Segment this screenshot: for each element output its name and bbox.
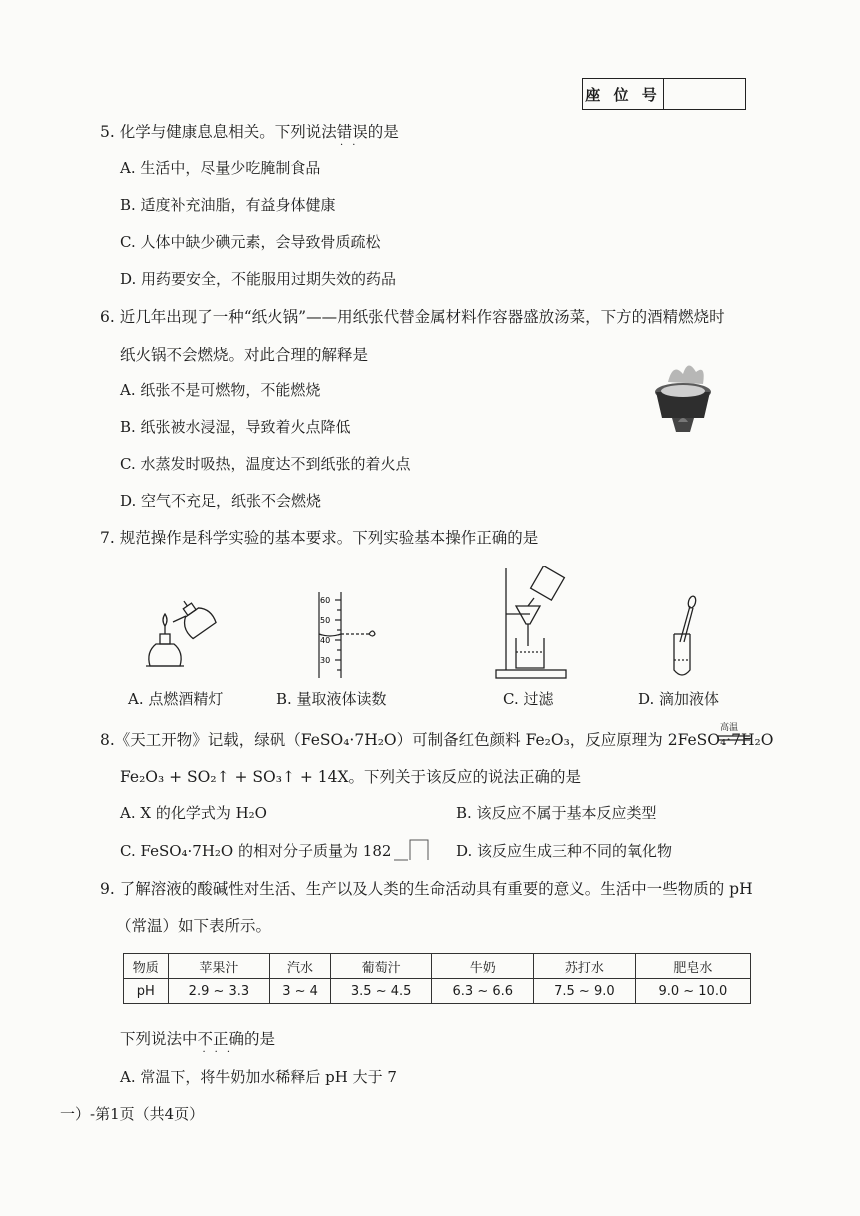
table-cell: 牛奶 bbox=[432, 954, 534, 979]
table-cell: 苹果汁 bbox=[168, 954, 270, 979]
table-cell: 苏打水 bbox=[534, 954, 636, 979]
q9-stem-line2: （常温）如下表所示。 bbox=[116, 917, 272, 935]
table-cell: 汽水 bbox=[270, 954, 331, 979]
q7-caption-d: D. 滴加液体 bbox=[638, 690, 720, 708]
table-cell: 9.0 ~ 10.0 bbox=[635, 979, 750, 1004]
q7-stem: 7. 规范操作是科学实验的基本要求。下列实验基本操作正确的是 bbox=[100, 529, 539, 547]
filtration-setup-icon bbox=[490, 566, 580, 680]
stray-mark bbox=[388, 838, 428, 860]
q8-option-d: D. 该反应生成三种不同的氧化物 bbox=[456, 842, 673, 860]
q5-option-c: C. 人体中缺少碘元素，会导致骨质疏松 bbox=[120, 233, 381, 251]
q8-option-a: A. X 的化学式为 H₂O bbox=[120, 804, 267, 822]
q6-stem-line2: 纸火锅不会燃烧。对此合理的解释是 bbox=[120, 346, 369, 364]
q6-option-c: C. 水蒸发时吸热，温度达不到纸张的着火点 bbox=[120, 455, 411, 473]
table-cell: pH bbox=[124, 979, 169, 1004]
seat-number-label: 座 位 号 bbox=[583, 79, 664, 109]
seat-number-box bbox=[582, 78, 746, 110]
q6-option-b: B. 纸张被水浸湿，导致着火点降低 bbox=[120, 418, 351, 436]
q9-ask: 下列说法中不正确 ··· 的是 bbox=[120, 1030, 276, 1058]
cylinder-tick-50: 50 bbox=[320, 616, 331, 625]
q5-option-d: D. 用药要安全，不能服用过期失效的药品 bbox=[120, 270, 397, 288]
cylinder-tick-40: 40 bbox=[320, 636, 331, 645]
q8-option-b: B. 该反应不属于基本反应类型 bbox=[456, 804, 657, 822]
q8-stem-line2: Fe₂O₃ + SO₂↑ + SO₃↑ + 14X。下列关于该反应的说法正确的是 bbox=[120, 768, 582, 786]
q7-caption-b: B. 量取液体读数 bbox=[276, 690, 387, 708]
table-cell: 3 ~ 4 bbox=[270, 979, 331, 1004]
dropper-test-tube-icon bbox=[662, 594, 702, 680]
paper-hotpot-icon bbox=[648, 352, 718, 436]
q6-stem-line1: 6. 近几年出现了一种“纸火锅”——用纸张代替金属材料作容器盛放汤菜，下方的酒精燃烧时 bbox=[100, 308, 725, 326]
table-cell: 肥皂水 bbox=[635, 954, 750, 979]
table-cell: 物质 bbox=[124, 954, 169, 979]
table-cell: 2.9 ~ 3.3 bbox=[168, 979, 270, 1004]
q9-stem-line1: 9. 了解溶液的酸碱性对生活、生产以及人类的生命活动具有重要的意义。生活中一些物质的 pH bbox=[100, 880, 753, 898]
q5-stem: 5. 化学与健康息息相关。下列说法错误 ·· 的是 bbox=[100, 123, 399, 151]
q6-option-d: D. 空气不充足，纸张不会燃烧 bbox=[120, 492, 322, 510]
q7-caption-c: C. 过滤 bbox=[503, 690, 554, 708]
ph-table-header-row bbox=[124, 954, 751, 979]
alcohol-lamp-icon bbox=[138, 596, 228, 674]
equals-sign-icon bbox=[718, 734, 750, 742]
q7-caption-a: A. 点燃酒精灯 bbox=[128, 690, 224, 708]
q6-option-a: A. 纸张不是可燃物，不能燃烧 bbox=[120, 381, 321, 399]
table-cell: 7.5 ~ 9.0 bbox=[534, 979, 636, 1004]
q5-emphasis: 错误 ·· bbox=[336, 123, 368, 151]
seat-number-value[interactable] bbox=[664, 79, 745, 109]
cylinder-tick-60: 60 bbox=[320, 596, 331, 605]
table-cell: 3.5 ~ 4.5 bbox=[330, 979, 432, 1004]
q5-option-b: B. 适度补充油脂，有益身体健康 bbox=[120, 196, 336, 214]
q8-reaction-condition: 高温 bbox=[720, 723, 739, 733]
q9-option-a: A. 常温下，将牛奶加水稀释后 pH 大于 7 bbox=[120, 1068, 397, 1086]
ph-table-value-row bbox=[124, 979, 751, 1004]
cylinder-tick-30: 30 bbox=[320, 656, 331, 665]
table-cell: 6.3 ~ 6.6 bbox=[432, 979, 534, 1004]
q9-emphasis: 不正确 ··· bbox=[197, 1030, 245, 1058]
q5-option-a: A. 生活中，尽量少吃腌制食品 bbox=[120, 159, 321, 177]
q8-stem-line1: 8.《天工开物》记载，绿矾（FeSO₄·7H₂O）可制备红色颜料 Fe₂O₃，反应原理为 2FeSO₄·7H₂O bbox=[100, 731, 774, 749]
q8-option-c: C. FeSO₄·7H₂O 的相对分子质量为 182 bbox=[120, 842, 392, 860]
page-footer: 一）-第1页（共4页） bbox=[60, 1105, 205, 1123]
ph-table bbox=[123, 953, 751, 1004]
measuring-cylinder-icon bbox=[305, 590, 395, 680]
table-cell: 葡萄汁 bbox=[330, 954, 432, 979]
